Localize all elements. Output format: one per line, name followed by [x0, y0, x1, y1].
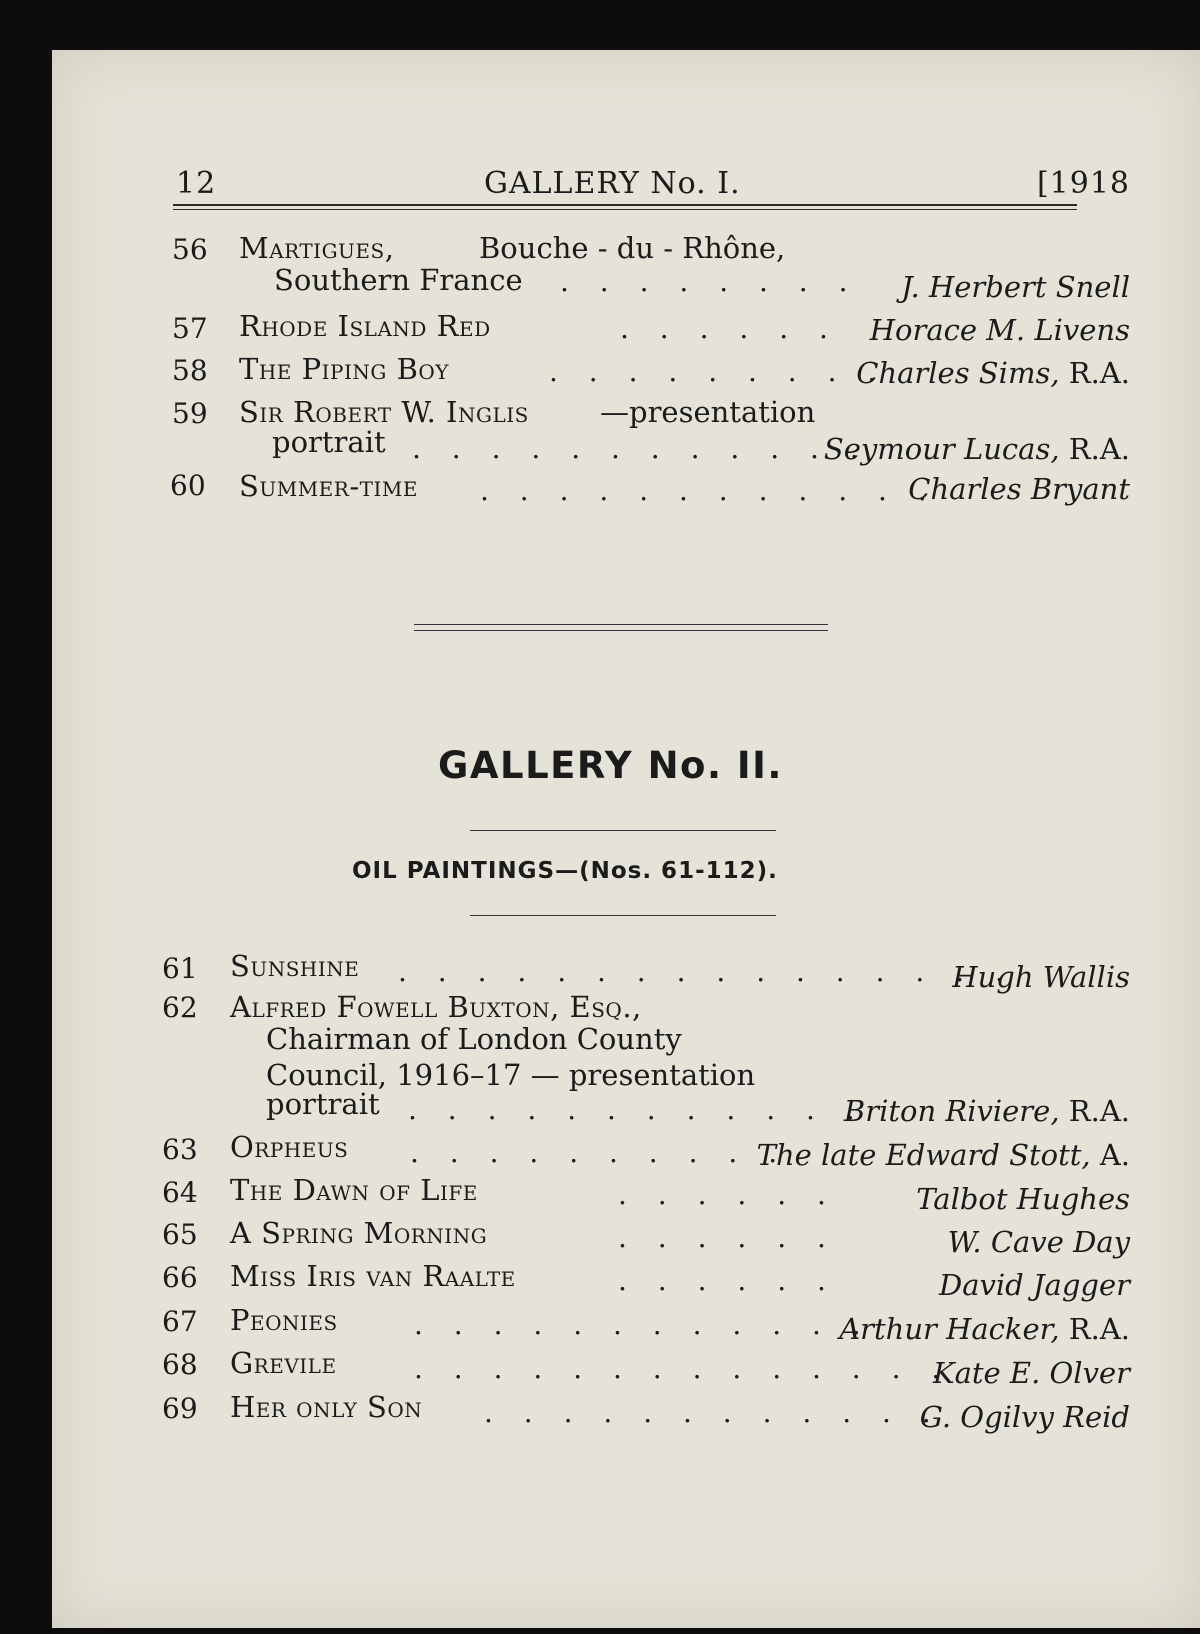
entry-title-continued: Bouche - du - Rhône, — [479, 231, 786, 265]
leader-dots: . . . . . . — [618, 1264, 837, 1297]
leader-dots: . . . . . . . . . . . . . . . . — [398, 955, 1015, 988]
entry-number: 69 — [162, 1392, 198, 1425]
entry-title: Grevile — [230, 1346, 337, 1380]
leader-dots: . . . . . . . . . . — [410, 1136, 789, 1169]
leader-dots: . . . . . . . . . . . . . . — [414, 1352, 952, 1385]
leader-dots: . . . . . . — [620, 312, 839, 345]
entry-title: Martigues, — [239, 231, 395, 265]
entry-number: 58 — [172, 354, 208, 387]
heading-rule — [470, 915, 776, 916]
entry-title: The Dawn of Life — [230, 1173, 478, 1207]
entry-title: The Piping Boy — [239, 352, 449, 386]
entry-title-continued: —presentation — [600, 395, 816, 429]
entry-number: 60 — [170, 469, 206, 502]
catalogue-page — [52, 50, 1200, 1628]
leader-dots: . . . . . . . . . . . . — [408, 1093, 866, 1126]
entry-continuation-line: portrait — [272, 425, 386, 459]
artist-name: Horace M. Livens — [869, 313, 1130, 347]
entry-title: Alfred Fowell Buxton, Esq., — [230, 990, 642, 1024]
section-heading: OIL PAINTINGS—(Nos. 61-112). — [352, 858, 778, 884]
entry-title: Summer-time — [239, 469, 418, 503]
entry-number: 65 — [162, 1218, 198, 1251]
entry-continuation-line: portrait — [266, 1087, 380, 1121]
entry-continuation-line: Chairman of London County — [266, 1022, 682, 1056]
section-divider — [414, 624, 828, 631]
artist-name: G. Ogilvy Reid — [919, 1400, 1130, 1434]
gallery-title: GALLERY No. II. — [438, 744, 783, 787]
entry-title: Her only Son — [230, 1390, 423, 1424]
year-label: [1918 — [1036, 166, 1130, 201]
entry-number: 61 — [162, 952, 198, 985]
artist-name: Talbot Hughes — [916, 1182, 1130, 1216]
artist-name: J. Herbert Snell — [901, 270, 1130, 304]
artist-name: W. Cave Day — [947, 1225, 1130, 1259]
entry-number: 57 — [172, 312, 208, 345]
entry-number: 62 — [162, 991, 198, 1024]
artist-name: Arthur Hacker, R.A. — [839, 1312, 1130, 1346]
entry-number: 56 — [172, 233, 208, 266]
entry-number: 67 — [162, 1305, 198, 1338]
entry-title: Peonies — [230, 1303, 338, 1337]
entry-number: 59 — [172, 397, 208, 430]
leader-dots: . . . . . . — [618, 1178, 837, 1211]
entry-continuation-line: Southern France — [274, 263, 523, 297]
page-number: 12 — [176, 166, 217, 201]
entry-continuation-line: Council, 1916–17 — presentation — [266, 1058, 756, 1092]
leader-dots: . . . . . . . . . . . . — [484, 1396, 942, 1429]
running-title: GALLERY No. I. — [484, 166, 741, 201]
entry-title: Orpheus — [230, 1130, 349, 1164]
title-rule — [470, 830, 776, 831]
leader-dots: . . . . . . . . . — [549, 355, 888, 388]
leader-dots: . . . . . . . . . . . . — [480, 474, 938, 507]
entry-number: 68 — [162, 1348, 198, 1381]
leader-dots: . . . . . . . . . . . . — [414, 1308, 872, 1341]
header-rule — [173, 204, 1077, 210]
artist-name: Seymour Lucas, R.A. — [823, 432, 1130, 466]
entry-number: 64 — [162, 1176, 198, 1209]
artist-name: Charles Sims, R.A. — [856, 356, 1130, 390]
entry-number: 63 — [162, 1133, 198, 1166]
entry-title: A Spring Morning — [230, 1216, 488, 1250]
artist-name: Briton Riviere, R.A. — [843, 1094, 1130, 1128]
entry-title: Miss Iris van Raalte — [230, 1259, 516, 1293]
entry-title: Rhode Island Red — [239, 309, 491, 343]
entry-title: Sir Robert W. Inglis — [239, 395, 529, 429]
artist-name: The late Edward Stott, A. — [756, 1138, 1130, 1172]
leader-dots: . . . . . . . . — [560, 265, 859, 298]
leader-dots: . . . . . . . . . . . . — [412, 432, 870, 465]
artist-name: Charles Bryant — [908, 472, 1130, 506]
artist-name: David Jagger — [938, 1268, 1130, 1302]
leader-dots: . . . . . . — [618, 1221, 837, 1254]
artist-name: Kate E. Olver — [932, 1356, 1130, 1390]
entry-title: Sunshine — [230, 949, 360, 983]
entry-number: 66 — [162, 1261, 198, 1294]
artist-name: Hugh Wallis — [952, 960, 1130, 994]
